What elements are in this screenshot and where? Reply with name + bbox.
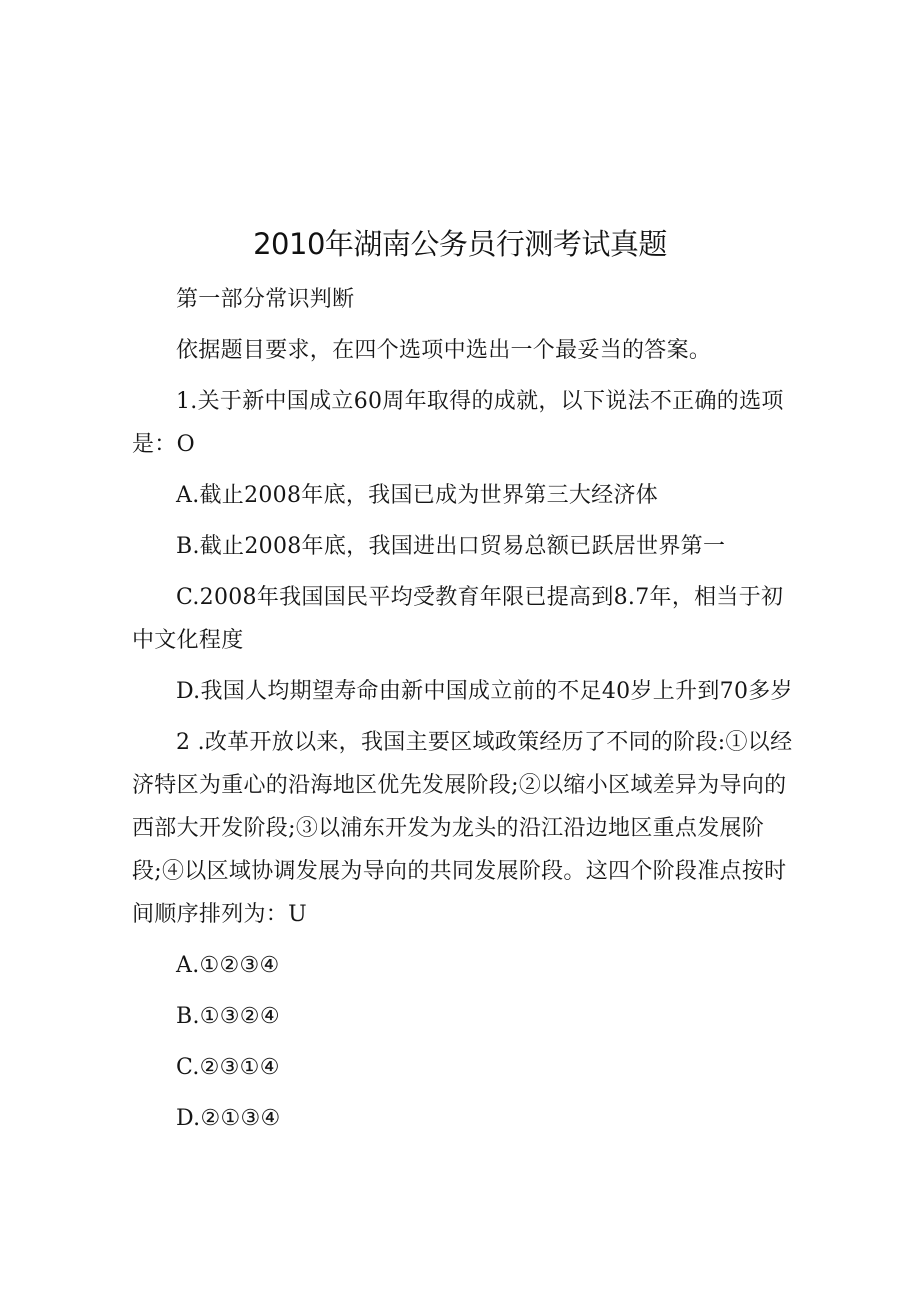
question-1-option-a: A.截止2008年底，我国已成为世界第三大经济体: [176, 483, 659, 508]
document-body: [132, 278, 796, 1140]
question-2-stem: 2 .改革开放以来，我国主要区域政策经历了不同的阶段:①以经济特区为重心的沿海地区优先发展阶段;②以缩小区域差异为导向的西部大开发阶段;③以浦东开发为龙头的沿江沿边地区重点发展阶段;④以区域协调发展为导向的共同发展阶段。这四个阶段准点按时间顺序排列为：U: [132, 730, 793, 927]
question-2-option-c: C.②③①④: [176, 1055, 280, 1080]
question-1-option-b: B.截止2008年底，我国进出口贸易总额已跃居世界第一: [176, 534, 726, 559]
question-1-option-c: C.2008年我国国民平均受教育年限已提高到8.7年，相当于初中文化程度: [132, 585, 784, 653]
question-2-option-a: A.①②③④: [176, 953, 280, 978]
question-2-option-d: D.②①③④: [176, 1106, 281, 1131]
section-heading: 第一部分常识判断: [176, 287, 355, 312]
instruction-text: 依据题目要求，在四个选项中选出一个最妥当的答案。: [176, 338, 712, 363]
document-title: 2010年湖南公务员行测考试真题: [253, 227, 667, 261]
question-1-option-d: D.我国人均期望寿命由新中国成立前的不足40岁上升到70多岁: [176, 679, 793, 704]
question-2-option-b: B.①③②④: [176, 1004, 280, 1029]
question-1-stem: 1.关于新中国成立60周年取得的成就，以下说法不正确的选项是：O: [132, 389, 784, 457]
